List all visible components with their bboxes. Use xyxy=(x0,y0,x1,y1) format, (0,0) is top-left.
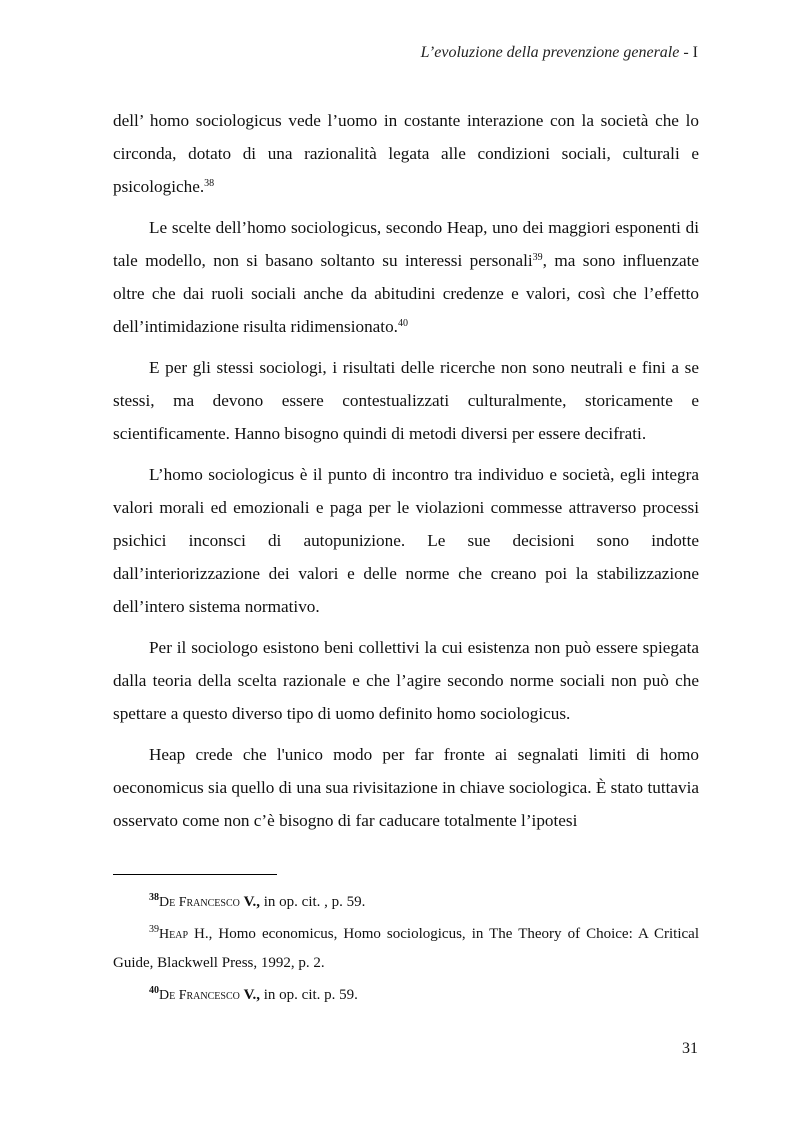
chapter-number: I xyxy=(692,44,698,61)
text-run: Heap crede che l'unico modo per far fronte ai segnalati limiti di homo oeconomicus sia quello di una sua rivisitazione in chiave sociologica. È stato tuttavia osservato come non c’è bisogno di far caducare totalmente l’ipotesi xyxy=(113,745,699,830)
running-header xyxy=(421,44,698,62)
footnote-ref xyxy=(149,985,159,996)
footnote-ref: 39 xyxy=(149,924,159,935)
running-title: L’evoluzione della prevenzione generale xyxy=(420,44,680,61)
footnote-ref: 40 xyxy=(397,318,408,329)
footnote-ref xyxy=(149,892,159,903)
footnote-number: 38 xyxy=(149,892,159,903)
text-run: in op. cit. p. 59. xyxy=(260,987,358,1003)
author-name: Heap xyxy=(159,927,189,942)
paragraph xyxy=(113,631,699,730)
author-name: De Francesco xyxy=(159,895,240,910)
text-run: E per gli stessi sociologi, i risultati delle ricerche non sono neutrali e fini a se stessi, ma devono essere contestualizzati culturalmente, storicamente e scientificamente. Hanno bisogno quindi di metodi diversi per essere decifrati. xyxy=(113,358,699,443)
text-run: in op. cit. , p. 59. xyxy=(260,894,366,910)
text-run: dell’ homo sociologicus vede l’uomo in costante interazione con la società che lo circonda, dotato di una razionalità legata alle condizioni sociali, culturali e psicologiche. xyxy=(113,111,699,196)
footnote xyxy=(113,981,699,1010)
footnote-number: 40 xyxy=(149,985,159,996)
author-name: De Francesco xyxy=(159,988,240,1003)
text-run: , ma sono influenzate oltre che dai ruoli sociali anche da abitudini credenze e valori, così che l’effetto dell’intimidazione risulta ridimensionato. xyxy=(113,251,699,336)
footnote xyxy=(113,920,699,978)
body-text xyxy=(113,104,699,837)
text-run: H., Homo economicus, Homo sociologicus, in The Theory of Choice: A Critical Guide, Blackwell Press, 1992, p. 2. xyxy=(113,926,699,971)
text-run: Le scelte dell’homo sociologicus, secondo Heap, uno dei maggiori esponenti di tale modello, non si basano soltanto su interessi personali xyxy=(113,218,699,270)
author-initial: V., xyxy=(243,894,261,910)
paragraph xyxy=(113,458,699,623)
text-run: Per il sociologo esistono beni collettivi la cui esistenza non può essere spiegata dalla teoria della scelta razionale e che l’agire secondo norme sociali non può che spettare a questo diverso tipo di uomo definito homo sociologicus. xyxy=(113,638,699,723)
footnote-ref: 39 xyxy=(532,252,543,263)
footnote xyxy=(113,888,699,917)
footnote-ref: 38 xyxy=(204,178,215,189)
page-number: 31 xyxy=(682,1040,698,1057)
footnotes xyxy=(113,888,699,1013)
footnote-separator xyxy=(113,874,277,875)
text-run: L’homo sociologicus è il punto di incontro tra individuo e società, egli integra valori morali ed emozionali e paga per le violazioni commesse attraverso processi psichici inconsci di autopunizione. Le sue decisioni sono indotte dall’interiorizzazione dei valori e delle norme che creano poi la stabilizzazione dell’intero sistema normativo. xyxy=(113,465,699,616)
header-separator: - xyxy=(679,44,693,61)
paragraph xyxy=(113,211,699,343)
paragraph xyxy=(113,104,699,203)
author-initial: V., xyxy=(243,987,261,1003)
paragraph xyxy=(113,351,699,450)
paragraph xyxy=(113,738,699,837)
